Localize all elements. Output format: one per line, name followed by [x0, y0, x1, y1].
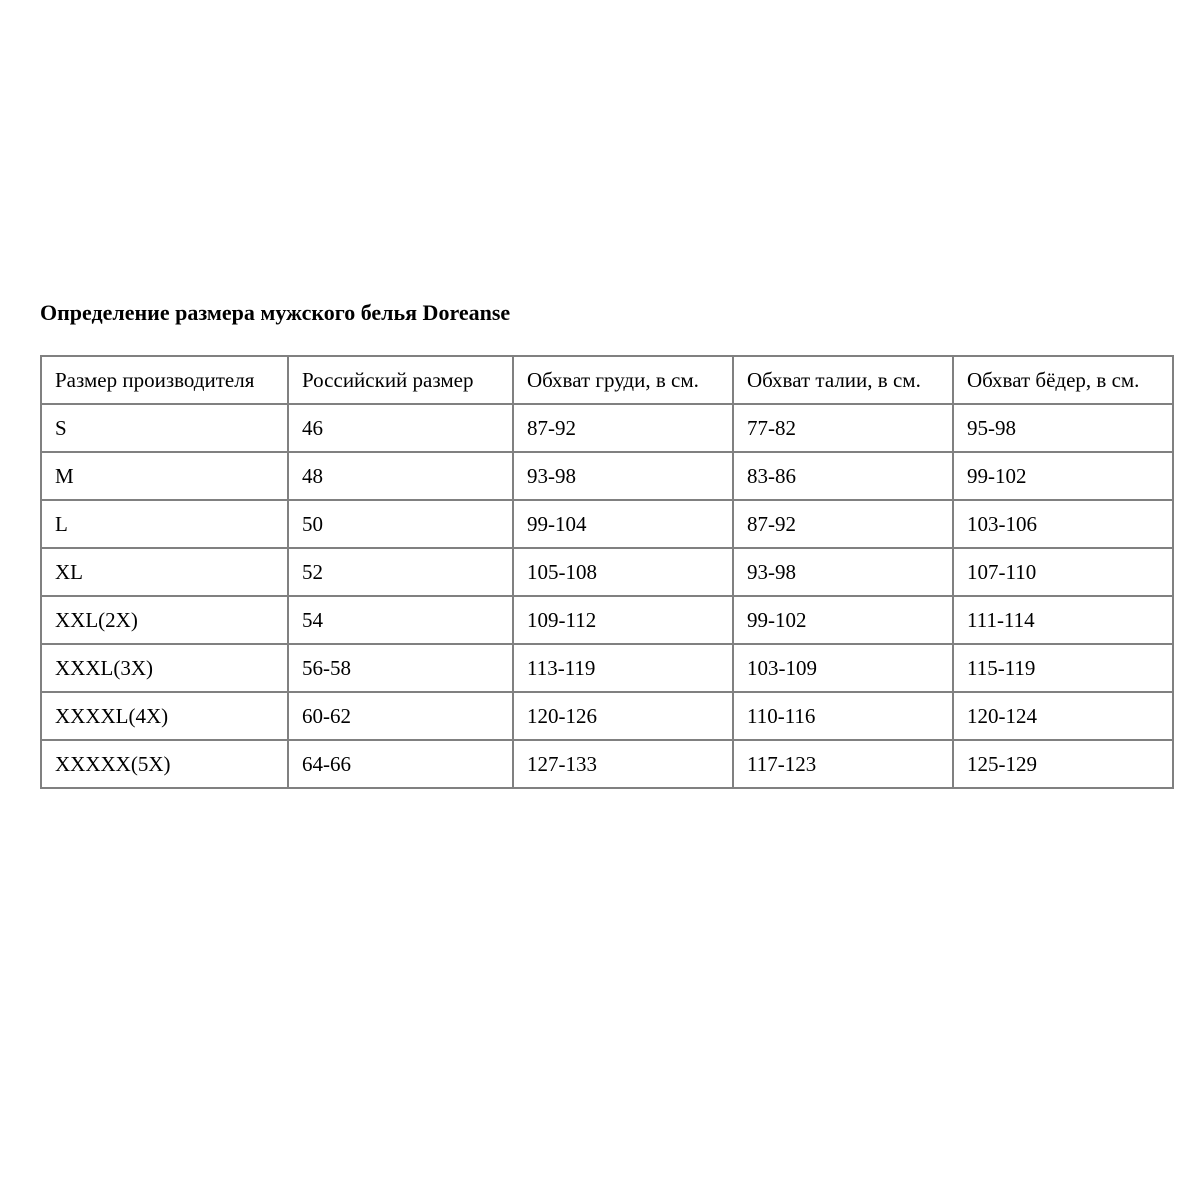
table-cell: 93-98 [513, 452, 733, 500]
table-row [41, 644, 1173, 692]
table-cell: 99-104 [513, 500, 733, 548]
table-cell: XXL(2X) [41, 596, 288, 644]
table-cell: 125-129 [953, 740, 1173, 788]
table-row [41, 500, 1173, 548]
table-cell: 95-98 [953, 404, 1173, 452]
table-cell: 109-112 [513, 596, 733, 644]
table-cell: 105-108 [513, 548, 733, 596]
table-cell: 113-119 [513, 644, 733, 692]
table-cell: 83-86 [733, 452, 953, 500]
table-cell: 46 [288, 404, 513, 452]
table-cell: XL [41, 548, 288, 596]
table-cell: 93-98 [733, 548, 953, 596]
table-cell: 120-124 [953, 692, 1173, 740]
table-cell: 54 [288, 596, 513, 644]
table-cell: S [41, 404, 288, 452]
table-row [41, 404, 1173, 452]
table-cell: 110-116 [733, 692, 953, 740]
table-cell: 127-133 [513, 740, 733, 788]
table-cell: 87-92 [513, 404, 733, 452]
table-row [41, 548, 1173, 596]
header-cell: Обхват бёдер, в см. [953, 356, 1173, 404]
table-cell: 52 [288, 548, 513, 596]
table-cell: 99-102 [953, 452, 1173, 500]
table-row [41, 596, 1173, 644]
table-cell: 120-126 [513, 692, 733, 740]
table-cell: 115-119 [953, 644, 1173, 692]
table-cell: 117-123 [733, 740, 953, 788]
table-body [41, 404, 1173, 788]
table-cell: 99-102 [733, 596, 953, 644]
header-cell: Российский размер [288, 356, 513, 404]
table-cell: 111-114 [953, 596, 1173, 644]
page-title: Определение размера мужского белья Doreanse [40, 300, 511, 325]
table-cell: XXXXX(5X) [41, 740, 288, 788]
table-cell: XXXXL(4X) [41, 692, 288, 740]
table-cell: 77-82 [733, 404, 953, 452]
table-cell: 103-109 [733, 644, 953, 692]
table-cell: 87-92 [733, 500, 953, 548]
header-cell: Обхват груди, в см. [513, 356, 733, 404]
table-cell: 64-66 [288, 740, 513, 788]
table-cell: 107-110 [953, 548, 1173, 596]
table-row [41, 692, 1173, 740]
table-cell: L [41, 500, 288, 548]
table-cell: 48 [288, 452, 513, 500]
table-cell: 56-58 [288, 644, 513, 692]
header-cell: Размер производителя [41, 356, 288, 404]
header-cell: Обхват талии, в см. [733, 356, 953, 404]
table-row [41, 452, 1173, 500]
table-cell: 103-106 [953, 500, 1173, 548]
table-cell: XXXL(3X) [41, 644, 288, 692]
table-header-row [41, 356, 1173, 404]
table-row [41, 740, 1173, 788]
table-cell: 50 [288, 500, 513, 548]
table-cell: M [41, 452, 288, 500]
table-cell: 60-62 [288, 692, 513, 740]
size-table [40, 355, 1174, 789]
